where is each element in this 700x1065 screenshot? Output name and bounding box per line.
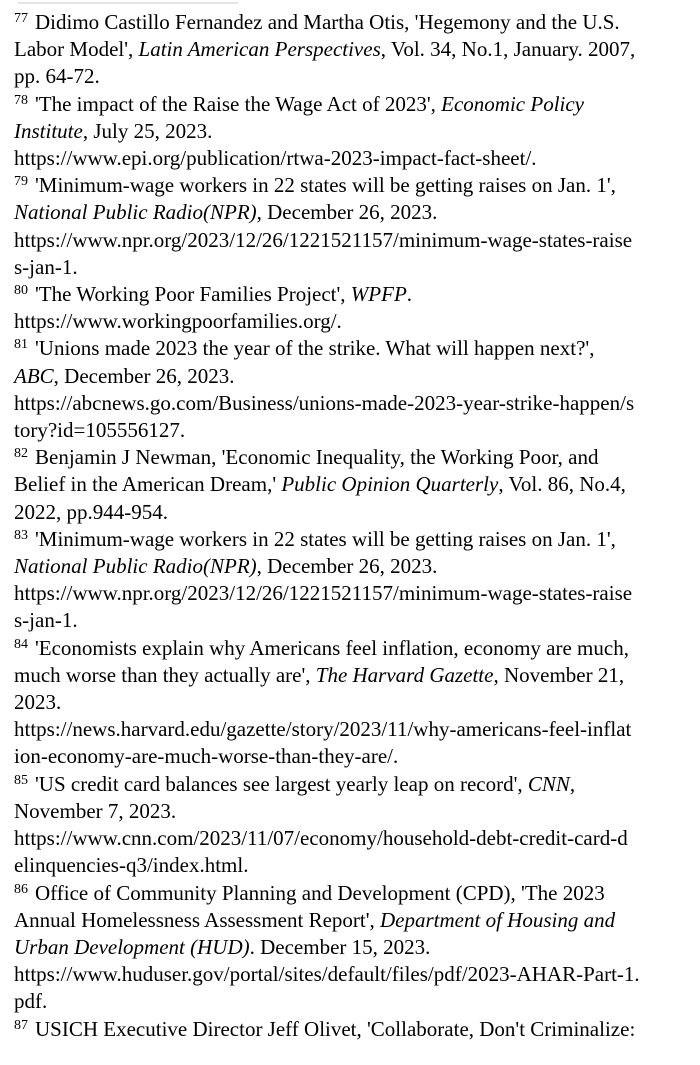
source-title: Urban Development (HUD) [14,934,250,959]
footnote-81: $^{81}$ 'Unions made 2023 the year of the strike. What will happen next?', ABC, December 26, 2023. https://abcnews.go.com/Business/unions-made-2023-year-strike-happen/s tory?id=105556127. [14,336,635,443]
source-title: The Harvard Gazette [315,662,494,687]
footnote-87: $^{87}$ USICH Executive Director Jeff Olivet, 'Collaborate, Don't Criminalize: [14,1016,636,1041]
footnote-82: $^{82}$ Benjamin J Newman, 'Economic Inequality, the Working Poor, and Belief in the American Dream,' Public Opinion Quarterly, Vol. 86, No.4, 2022, pp.944-954. [14,445,626,524]
footnote-number: 84 [14,636,28,652]
footnote-80: $^{80}$ 'The Working Poor Families Project', WPFP. https://www.workingpoorfamilies.org/. [14,282,413,334]
footnote-number: 77 [14,11,28,26]
footnote-number: 83 [14,527,28,543]
footnote-83: $^{83}$ 'Minimum-wage workers in 22 states will be getting raises on Jan. 1', National Public Radio(NPR), December 26, 2023. https://www.npr.org/2023/12/26/1221521157/minimum-wage-states-raise s-jan-1. [14,526,633,633]
source-title: Department of Housing and [380,907,616,932]
footnote-85: $^{85}$ 'US credit card balances see largest yearly leap on record', CNN, November 7, 2023. https://www.cnn.com/2023/11/07/economy/household-debt-credit-card-d elinquencies-q3/index.html. [14,771,628,878]
source-title: Institute [14,118,83,143]
source-title: Public Opinion Quarterly [281,472,499,497]
footnotes-list [14,9,686,1043]
footnote-number: 81 [14,337,28,353]
source-title: National Public Radio(NPR) [14,200,257,225]
footnote-84: $^{84}$ 'Economists explain why Americans feel inflation, economy are much, much worse than they actually are', The Harvard Gazette, November 21, 2023. https://news.harvard.edu/gazette/story/2023/11/why-americans-feel-inflat ion-economy-are-much-worse-than-they-are/. [14,635,632,769]
source-title: Latin American Perspectives [138,37,381,62]
footnote-separator [18,2,238,4]
footnote-77: $^{77}$ Didimo Castillo Fernandez and Martha Otis, 'Hegemony and the U.S. Labor Model', Latin American Perspectives, Vol. 34, No.1, January. 2007, pp. 64-72. [14,10,636,89]
source-title: ABC [14,363,54,388]
footnote-78: $^{78}$ 'The impact of the Raise the Wage Act of 2023', Economic Policy Institute, July 25, 2023. https://www.epi.org/publication/rtwa-2023-impact-fact-sheet/. [14,91,584,171]
footnote-number: 82 [14,446,28,462]
source-title: CNN [527,771,570,796]
footnote-number: 85 [14,772,28,788]
footnote-number: 79 [14,174,28,190]
footnote-79: $^{79}$ 'Minimum-wage workers in 22 states will be getting raises on Jan. 1', National Public Radio(NPR), December 26, 2023. https://www.npr.org/2023/12/26/1221521157/minimum-wage-states-raise s-jan-1. [14,173,633,279]
footnote-86: $^{86}$ Office of Community Planning and Development (CPD), 'The 2023 Annual Homelessness Assessment Report', Department of Housing and Urban Development (HUD). December 15, 2023. https://www.huduser.gov/portal/sites/default/files/pdf/2023-AHAR-Part-1. pdf. [14,880,640,1014]
source-title: National Public Radio(NPR) [14,554,257,579]
source-title: Economic Policy [441,91,584,116]
source-title: WPFP [350,282,407,307]
footnote-number: 87 [14,1017,28,1033]
footnote-number: 80 [14,283,28,299]
footnote-number: 86 [14,881,28,897]
footnote-number: 78 [14,92,28,108]
